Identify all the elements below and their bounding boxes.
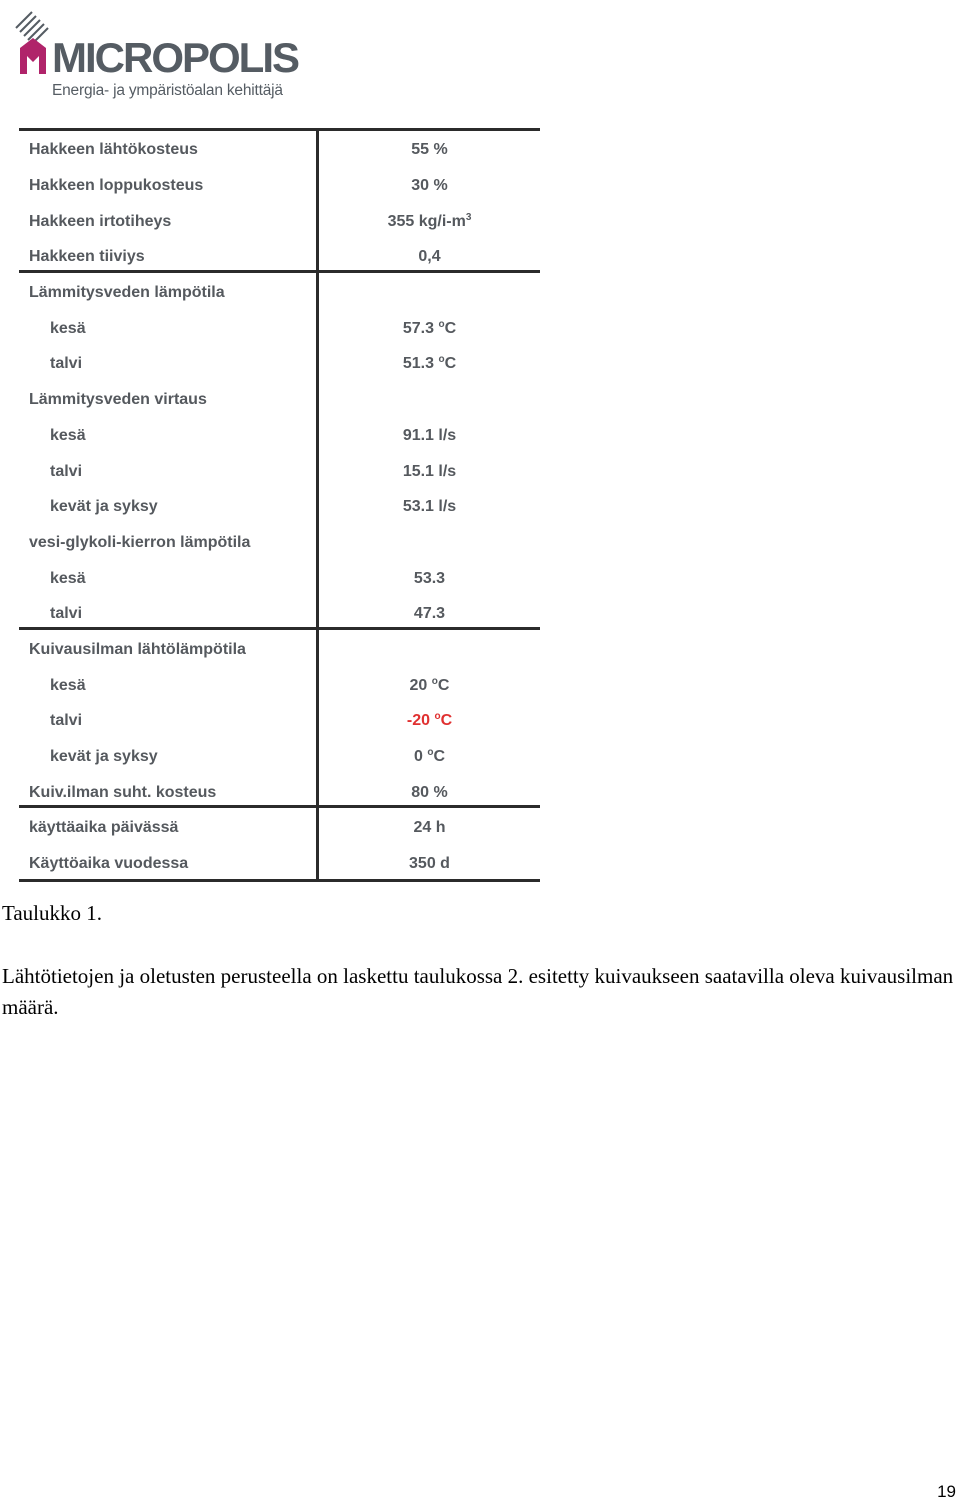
table-row [19, 703, 540, 739]
table-row [19, 382, 540, 418]
table-row-value [319, 346, 540, 382]
micropolis-logo [12, 8, 299, 108]
table-row-value [319, 418, 540, 454]
table-row [19, 346, 540, 382]
table-row-label: kesä [50, 427, 86, 444]
table-row [19, 239, 540, 275]
table-row-label: Hakkeen loppukosteus [29, 177, 204, 194]
page-number: 19 [937, 1482, 956, 1501]
table-row-label: kevät ja syksy [50, 498, 158, 515]
logo-wordmark: MICROPOLIS [52, 34, 299, 81]
logo-tagline: Energia- ja ympäristöalan kehittäjä [52, 82, 283, 99]
table-row-label: kevät ja syksy [50, 748, 158, 765]
table-row-value-unit: C [444, 320, 457, 337]
table-row-value-text: -20 [406, 712, 435, 729]
table-row [19, 454, 540, 490]
table-row-value-superscript: 3 [465, 212, 472, 223]
table-row-value-text: 91.1 l/s [402, 427, 457, 444]
table-row [19, 596, 540, 632]
table-row-value-superscript: o [438, 354, 445, 365]
table-row [19, 525, 540, 561]
table-row-value-text: 15.1 l/s [402, 463, 457, 480]
table-row-value [319, 311, 540, 347]
table-row-value [319, 703, 540, 739]
table-row [19, 204, 540, 240]
table-row-label: kesä [50, 570, 86, 587]
table-row-value-text: 55 % [411, 141, 448, 158]
table-row [19, 561, 540, 597]
input-data-table [19, 128, 540, 882]
table-row-label: vesi-glykoli-kierron lämpötila [29, 534, 251, 551]
table-row-value [319, 739, 540, 775]
table-row-label: Lämmitysveden virtaus [29, 391, 207, 408]
table-row-label: Hakkeen tiiviys [29, 248, 145, 265]
table-row [19, 739, 540, 775]
table-row [19, 418, 540, 454]
table-row-value-text: 47.3 [413, 605, 446, 622]
table-row-value-text: 0,4 [418, 248, 441, 265]
table-row-value [319, 454, 540, 490]
table-row-label: Kuiv.ilman suht. kosteus [29, 784, 217, 801]
table-row-label: Hakkeen irtotiheys [29, 213, 172, 230]
table-row-value [319, 204, 540, 240]
table-row [19, 168, 540, 204]
table-row-value [319, 132, 540, 168]
table-row [19, 668, 540, 704]
table-row-value-text: 0 [413, 748, 428, 765]
table-row-value-text: 20 [409, 677, 432, 694]
table-row-value [319, 168, 540, 204]
table-row-label: käyttäaika päivässä [29, 819, 179, 836]
table-row [19, 132, 540, 168]
micropolis-logo-icon [12, 8, 54, 78]
table-row [19, 489, 540, 525]
table-row-label: kesä [50, 677, 86, 694]
table-row-label: Kuivausilman lähtölämpötila [29, 641, 246, 658]
table-row-value-text: 80 % [411, 784, 448, 801]
table-row-value-superscript: o [427, 747, 434, 758]
table-row [19, 846, 540, 882]
table-row-label: talvi [50, 712, 83, 729]
table-row-value-text: 355 kg/i-m [387, 213, 466, 230]
table-row-value [319, 810, 540, 846]
table-row-value-text: 350 d [409, 855, 450, 872]
table-row-value [319, 489, 540, 525]
table-row-value-text: 51.3 [402, 355, 439, 372]
table-row-label: Käyttöaika vuodessa [29, 855, 189, 872]
table-row-value [319, 239, 540, 275]
table-row-value-unit: C [437, 677, 450, 694]
table-row-label: talvi [50, 605, 83, 622]
table-row-label: talvi [50, 463, 83, 480]
table-row-value-superscript: o [434, 711, 441, 722]
table-row-value-text: 30 % [411, 177, 448, 194]
table-row-value [319, 561, 540, 597]
table-row-value-text: 57.3 [402, 320, 439, 337]
table-row-value-superscript: o [438, 319, 445, 330]
table-row-label: kesä [50, 320, 86, 337]
table-row-label: talvi [50, 355, 83, 372]
table-row [19, 311, 540, 347]
body-paragraph: Lähtötietojen ja oletusten perusteella on laskettu taulukossa 2. esitetty kuivaukseen saatavilla oleva kuivausilman määrä. [2, 964, 954, 1019]
table-row-value [319, 846, 540, 882]
table-row-value-unit: C [444, 355, 457, 372]
table-row [19, 632, 540, 668]
table-top-border [19, 128, 540, 131]
table-row [19, 810, 540, 846]
table-row-value [319, 668, 540, 704]
table-row-label: Lämmitysveden lämpötila [29, 284, 225, 301]
table-row-label: Hakkeen lähtökosteus [29, 141, 198, 158]
table-caption: Taulukko 1. [2, 901, 103, 925]
table-row [19, 775, 540, 811]
table-row-value [319, 775, 540, 811]
table-row-value-text: 53.3 [413, 570, 446, 587]
table-row-value-text: 53.1 l/s [402, 498, 457, 515]
table-row-value-superscript: o [431, 676, 438, 687]
table-row [19, 275, 540, 311]
table-row-value-unit: C [433, 748, 445, 765]
table-row-value-unit: C [440, 712, 453, 729]
table-row-value [319, 596, 540, 632]
table-row-value-text: 24 h [413, 819, 446, 836]
